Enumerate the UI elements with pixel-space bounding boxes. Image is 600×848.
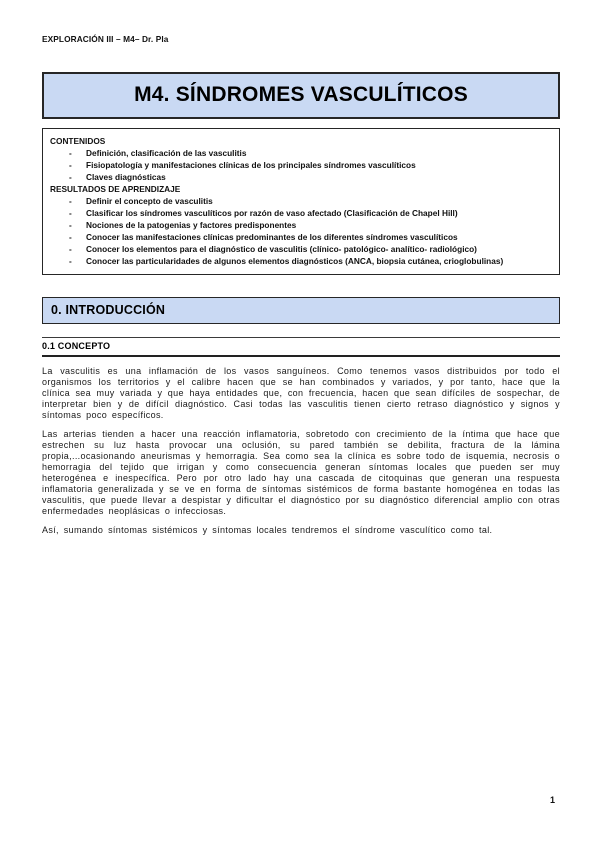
list-item: [50, 255, 551, 267]
bullet-dash: -: [69, 196, 72, 206]
page-title: M4. SÍNDROMES VASCULÍTICOS: [134, 83, 468, 106]
section-heading: 0. INTRODUCCIÓN: [51, 303, 166, 317]
list-item: [50, 243, 551, 255]
title-box: [42, 72, 560, 119]
list-item: [50, 231, 551, 243]
bullet-dash: -: [69, 160, 72, 170]
list-item: [50, 207, 551, 219]
list-item-text: Claves diagnósticas: [86, 172, 166, 182]
list-item-text: Definición, clasificación de las vasculitis: [86, 148, 247, 158]
list-item-text: Definir el concepto de vasculitis: [86, 196, 213, 206]
list-item-text: Clasificar los síndromes vasculíticos por razón de vaso afectado (Clasificación de Chapel Hill): [86, 208, 458, 218]
page-content: [42, 0, 560, 544]
list-item: [50, 171, 551, 183]
bullet-dash: -: [69, 148, 72, 158]
list-item: [50, 159, 551, 171]
list-item-text: Conocer las manifestaciones clínicas predominantes de los diferentes síndromes vasculíticos: [86, 232, 458, 242]
document-header: EXPLORACIÓN III – M4– Dr. Pla: [42, 34, 169, 44]
list-item-text: Fisiopatología y manifestaciones clínicas de los principales síndromes vasculíticos: [86, 160, 416, 170]
list-item: [50, 195, 551, 207]
contents-heading: CONTENIDOS: [50, 136, 106, 146]
bullet-dash: -: [69, 244, 72, 254]
paragraph-concept-1: La vasculitis es una inflamación de los vasos sanguíneos. Como tenemos vasos distribuidos por todo el organismos los territorios y el calibre hacen que se han combinados y variados, y por tanto, hace que la clínica sea muy variada y que haya entidades que, con frecuencia, hacen que sean difíciles de sospechar, de interpretar bien y de difícil diagnóstico. Casi todas las vasculitis tienen cierto retraso diagnóstico y signos y síntomas poco específicos.: [42, 366, 560, 420]
list-item-text: Nociones de la patogenias y factores predisponentes: [86, 220, 297, 230]
bullet-dash: -: [69, 220, 72, 230]
bullet-dash: -: [69, 232, 72, 242]
list-item: [50, 219, 551, 231]
paragraph-concept-2: Las arterias tienden a hacer una reacción inflamatoria, sobretodo con crecimiento de la íntima que hace que estrechen su luz hasta provocar una oclusión, su pared también se debilita, fractura de la lámina propia,...ocasionando aneurismas y hemorragia. Sea como sea la clínica es sobre todo de isquemia, necrosis o hemorragia del tejido que irrigan y como consecuencia generan síntomas locales que pueden ser muy heterogénea e inespecífica. Pero por otro lado hay una cascada de citoquinas que generan una respuesta inflamatoria generalizada y se ve en forma de síntomas sistémicos de forma bastante homogénea en todas las vasculitis, que puede llevar a despistar y dificultar el diagnóstico por su diagnóstico diferencial amplio con otras enfermedades neoplásicas o infecciosas.: [42, 429, 560, 516]
bullet-dash: -: [69, 256, 72, 266]
subsection-heading: 0.1 CONCEPTO: [42, 337, 560, 357]
body-text: [42, 366, 560, 536]
results-heading: RESULTADOS DE APRENDIZAJE: [50, 184, 181, 194]
paragraph-concept-3: Así, sumando síntomas sistémicos y síntomas locales tendremos el síndrome vasculítico como tal.: [42, 525, 493, 535]
section-heading-box: [42, 297, 560, 324]
bullet-dash: -: [69, 208, 72, 218]
list-item-text: Conocer las particularidades de algunos elementos diagnósticos (ANCA, biopsia cutánea, crioglobulinas): [86, 256, 504, 266]
page-number: 1: [549, 795, 555, 805]
bullet-dash: -: [69, 172, 72, 182]
overview-box: [42, 128, 560, 275]
list-item: [50, 147, 551, 159]
list-item-text: Conocer los elementos para el diagnóstico de vasculitis (clínico- patológico- analítico- radiológico): [86, 244, 477, 254]
